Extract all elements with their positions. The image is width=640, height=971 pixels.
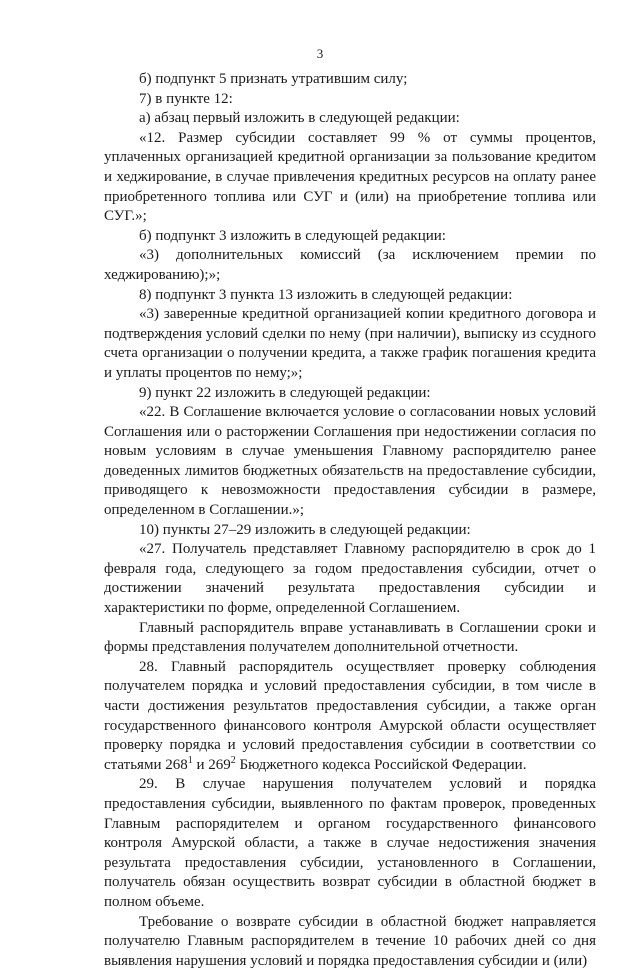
paragraph-28-text: 28. Главный распорядитель осуществляет проверку соблюдения получателем порядка и условий предоставления субсидии, в том числе в части достижения результатов предоставления субсидии, а также орган государственного финансового контроля Амурской области осуществляет проверку порядка и условий предоставления субсидии в соответствии со статьями 268 xyxy=(104,658,596,773)
paragraph-28-text: и 269 xyxy=(192,756,231,773)
paragraph: «12. Размер субсидии составляет 99 % от суммы процентов, уплаченных организацией кредитной организации за пользование кредитом и хеджирование, в случае привлечения кредитных ресурсов на оплату ранее приобретенного топлива или СУГ и (или) на приобретение топлива или СУГ.»; xyxy=(104,129,596,225)
document-body xyxy=(104,70,596,971)
paragraph: 10) пункты 27–29 изложить в следующей редакции: xyxy=(139,521,471,538)
paragraph: «3) заверенные кредитной организацией копии кредитного договора и подтверждения условий сделки по нему (при наличии), выписку из ссудного счета организации о получении кредита, а также график погашения кредита и уплаты процентов по нему;»; xyxy=(104,306,596,381)
paragraph: 7) в пункте 12: xyxy=(139,90,233,107)
paragraph: «27. Получатель представляет Главному распорядителю в срок до 1 февраля года, следующего за годом предоставления субсидии, отчет о достижении значений результата предоставления субсидии и характеристики по форме, определенной Соглашением. xyxy=(104,541,596,617)
paragraph: 8) подпункт 3 пункта 13 изложить в следующей редакции: xyxy=(139,286,513,303)
paragraph-last: Требование о возврате субсидии в областной бюджет направляется получателю Главным распорядителем в течение 10 рабочих дней со дня выявления нарушения условий и порядка предоставления субсидии и (или) xyxy=(104,913,596,969)
superscript: 1 xyxy=(187,754,193,766)
paragraph: «22. В Соглашение включается условие о согласовании новых условий Соглашения или о расторжении Соглашения при недостижении согласия по новым условиям в случае уменьшения Главному распорядителю ранее доведенных лимитов бюджетных обязательств на предоставление субсидии, приводящего к невозможности предоставления субсидии в размере, определенном в Соглашении.»; xyxy=(104,404,596,519)
page-number: 3 xyxy=(316,46,324,61)
paragraph: Главный распорядитель вправе устанавливать в Соглашении сроки и формы представления получателем дополнительной отчетности. xyxy=(104,619,596,656)
paragraph-28 xyxy=(104,658,596,776)
paragraph: «3) дополнительных комиссий (за исключением премии по хеджированию);»; xyxy=(104,247,596,283)
paragraph: 29. В случае нарушения получателем условий и порядка предоставления субсидии, выявленного по фактам проверок, проведенных Главным распорядителем и органом государственного финансового контроля Амурской области, а также в случае недостижения значения результата предоставления субсидии, установленного в Соглашении, получатель обязан осуществить возврат субсидии в областной бюджет в полном объеме. xyxy=(104,776,596,910)
paragraph: б) подпункт 5 признать утратившим силу; xyxy=(139,71,408,87)
paragraph: б) подпункт 3 изложить в следующей редакции: xyxy=(139,227,446,244)
superscript: 2 xyxy=(230,754,236,766)
paragraph-28-text: Бюджетного кодекса Российской Федерации. xyxy=(235,756,527,773)
paragraph: 9) пункт 22 изложить в следующей редакции: xyxy=(139,384,431,401)
paragraph: а) абзац первый изложить в следующей редакции: xyxy=(139,110,460,127)
